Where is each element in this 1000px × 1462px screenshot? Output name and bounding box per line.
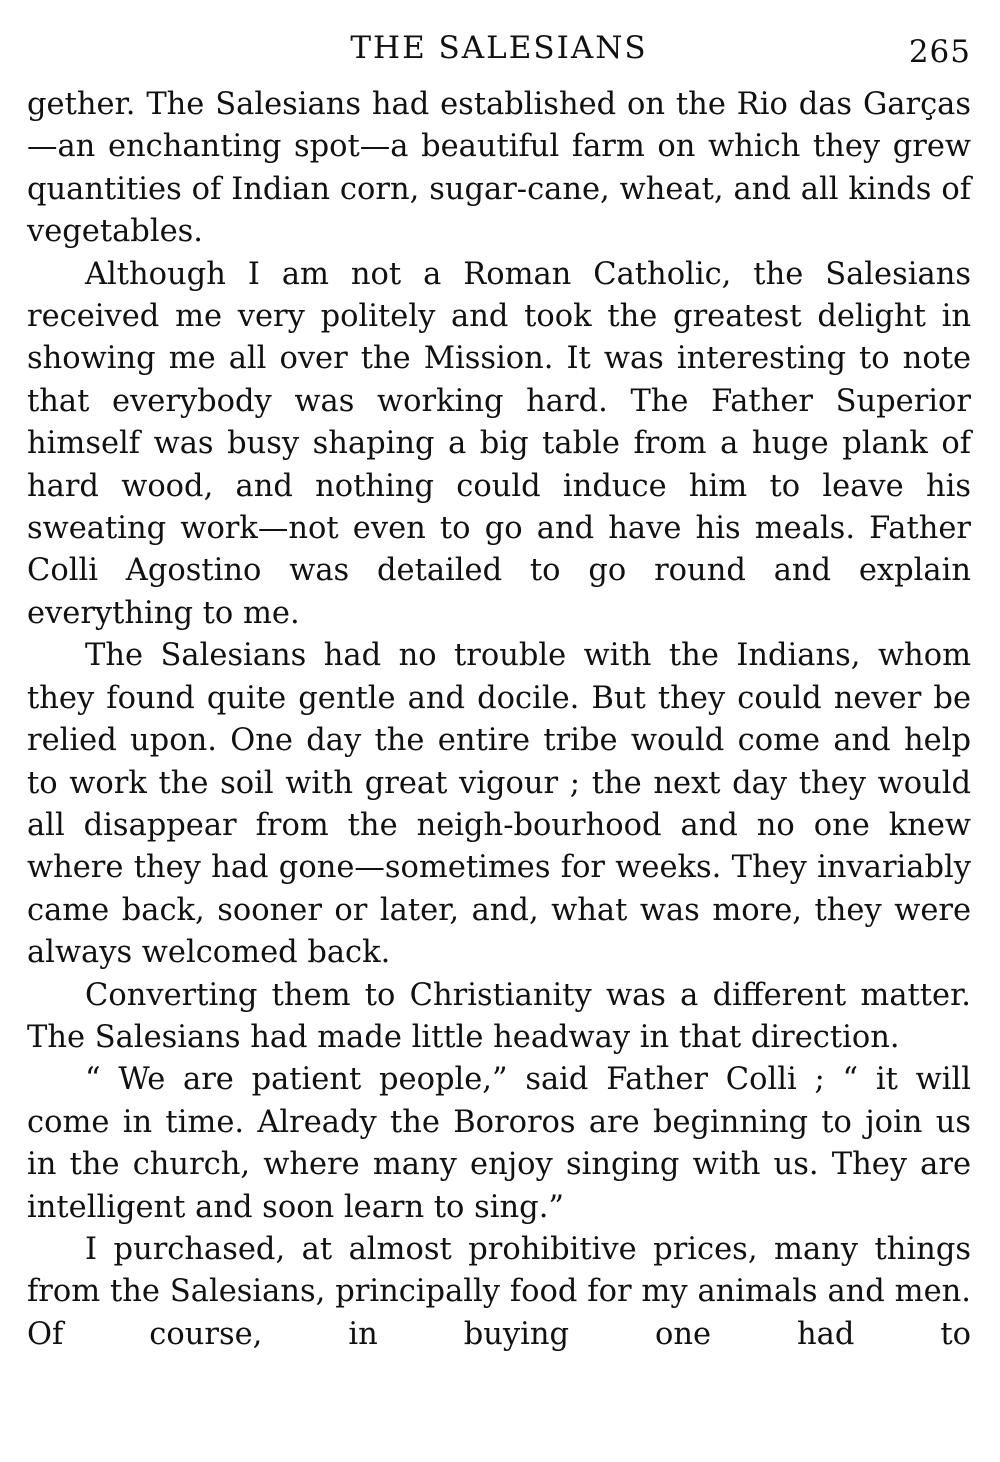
page-number: 265 — [908, 34, 971, 70]
paragraph-3: The Salesians had no trouble with the Indians, whom they found quite gentle and docile. But they could never be relied upon. One day the entire tribe would come and help to work the soil with great vigour ; the next day they would all disappear from the neigh-bourhood and no one knew where they had gone—sometimes for weeks. They invariably came back, sooner or later, and, what was more, they were always welcomed back. — [27, 638, 971, 971]
body-text — [27, 84, 971, 1356]
paragraph-2: Although I am not a Roman Catholic, the Salesians received me very politely and took the greatest delight in showing me all over the Mission. It was interesting to note that everybody was working hard. The Father Superior himself was busy shaping a big table from a huge plank of hard wood, and nothing could induce him to leave his sweating work—not even to go and have his meals. Father Colli Agostino was detailed to go round and explain everything to me. — [27, 256, 971, 631]
paragraph-6: I purchased, at almost prohibitive prices, many things from the Salesians, principally food for my animals and men. Of course, in buying one had to — [27, 1231, 971, 1352]
running-title: THE SALESIANS — [350, 30, 648, 66]
book-page — [27, 22, 971, 1356]
paragraph-5: “ We are patient people,” said Father Colli ; “ it will come in time. Already the Bororos are beginning to join us in the church, where many enjoy singing with us. They are intelligent and soon learn to sing.” — [27, 1062, 971, 1225]
paragraph-1: gether. The Salesians had established on the Rio das Garças—an enchanting spot—a beautiful farm on which they grew quantities of Indian corn, sugar-cane, wheat, and all kinds of vegetables. — [27, 87, 971, 250]
page-header — [27, 22, 971, 84]
paragraph-4: Converting them to Christianity was a different matter. The Salesians had made little headway in that direction. — [27, 977, 971, 1055]
